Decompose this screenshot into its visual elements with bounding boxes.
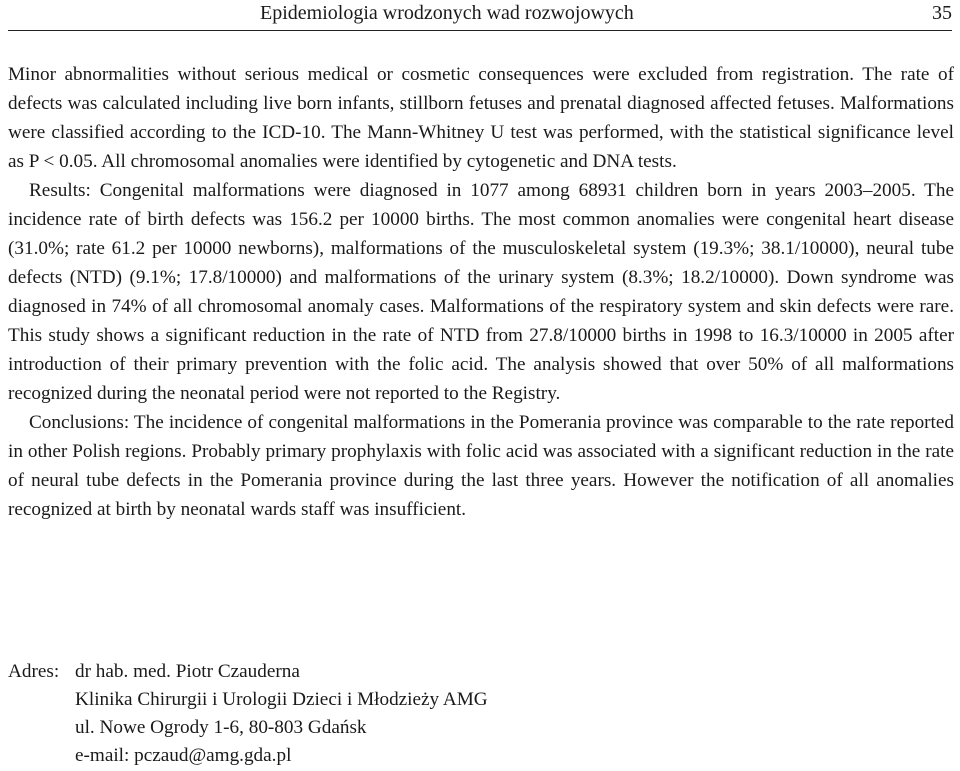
running-header-title: Epidemiologia wrodzonych wad rozwojowych [260, 2, 634, 24]
address-street: ul. Nowe Ogrody 1-6, 80-803 Gdańsk [75, 717, 367, 738]
address-row [8, 742, 948, 770]
address-institution: Klinika Chirurgii i Urologii Dzieci i Młodzieży AMG [75, 689, 488, 710]
page-number: 35 [932, 2, 952, 24]
methods-paragraph: Minor abnormalities without serious medical or cosmetic consequences were excluded from registration. The rate of defects was calculated including live born infants, stillborn fetuses and prenatal diagnosed affected fetuses. Malformations were classified according to the ICD-10. The Mann-Whitney U test was performed, with the statistical significance level as P < 0.05. All chromosomal anomalies were identified by cytogenetic and DNA tests. [8, 64, 954, 172]
address-row [8, 686, 948, 714]
running-header [8, 0, 952, 31]
correspondence-address [8, 658, 948, 770]
results-paragraph: Results: Congenital malformations were diagnosed in 1077 among 68931 children born in years 2003–2005. The incidence rate of birth defects was 156.2 per 10000 births. The most common anomalies were congenital heart disease (31.0%; rate 61.2 per 10000 newborns), malformations of the musculoskeletal system (19.3%; 38.1/10000), neural tube defects (NTD) (9.1%; 17.8/10000) and malformations of the urinary system (8.3%; 18.2/10000). Down syndrome was diagnosed in 74% of all chromosomal anomaly cases. Malformations of the respiratory system and skin defects were rare. This study shows a significant reduction in the rate of NTD from 27.8/10000 births in 1998 to 16.3/10000 in 2005 after introduction of their primary prevention with the folic acid. The analysis showed that over 50% of all malformations recognized during the neonatal period were not reported to the Registry. [8, 180, 954, 404]
address-label: Adres: [8, 661, 60, 682]
address-email: e-mail: pczaud@amg.gda.pl [75, 745, 292, 766]
conclusions-paragraph: Conclusions: The incidence of congenital malformations in the Pomerania province was comparable to the rate reported in other Polish regions. Probably primary prophylaxis with folic acid was associated with a significant reduction in the rate of neural tube defects in the Pomerania province during the last three years. However the notification of all anomalies recognized at birth by neonatal wards staff was insufficient. [8, 412, 954, 520]
address-row [8, 658, 948, 686]
address-row [8, 714, 948, 742]
address-name: dr hab. med. Piotr Czauderna [75, 661, 300, 682]
abstract-body [8, 60, 954, 524]
